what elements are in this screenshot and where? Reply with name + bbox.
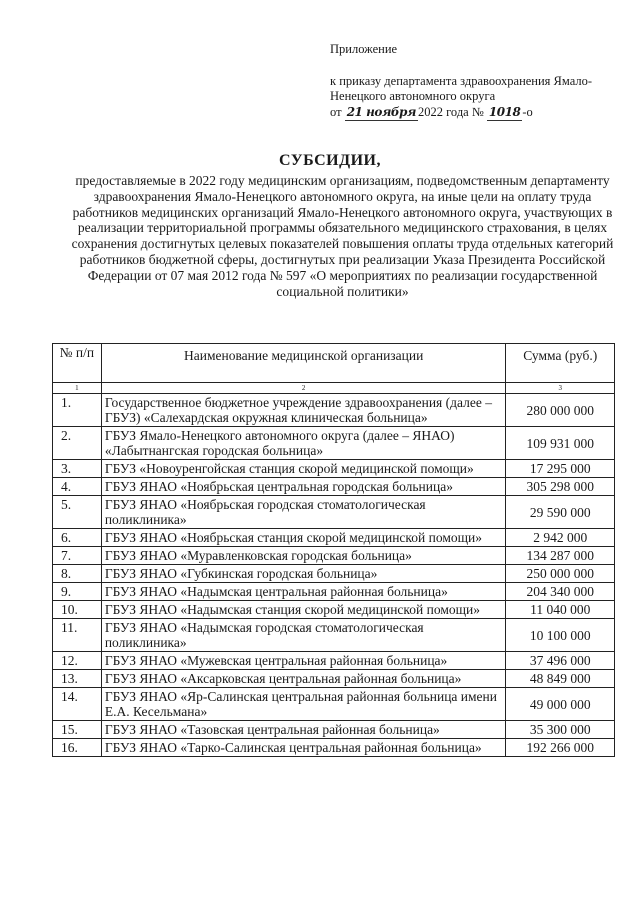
handwritten-date: 21 ноября [345,105,418,122]
appendix-block [330,42,620,121]
date-prefix: от [330,104,342,119]
year-text: 2022 года № [417,104,484,119]
header-num: № п/п [53,344,102,383]
table-row [53,739,615,757]
subsidy-amount: 109 931 000 [506,427,615,460]
order-reference: к приказу департамента здравоохранения Ямало-Ненецкого автономного округа [330,73,593,103]
subsidy-amount: 37 496 000 [506,652,615,670]
row-number: 6. [53,529,102,547]
table-row [53,670,615,688]
row-number: 12. [53,652,102,670]
subsidies-table [52,343,615,757]
table-row [53,565,615,583]
subsidy-amount: 11 040 000 [506,601,615,619]
row-number: 8. [53,565,102,583]
table-row [53,652,615,670]
organization-name: ГБУЗ ЯНАО «Мужевская центральная районная больница» [101,652,506,670]
table-row [53,547,615,565]
subsidy-amount: 49 000 000 [506,688,615,721]
header-sum: Сумма (руб.) [506,344,615,383]
organization-name: ГБУЗ ЯНАО «Надымская городская стоматологическая поликлиника» [101,619,506,652]
organization-name: ГБУЗ ЯНАО «Надымская станция скорой медицинской помощи» [101,601,506,619]
col-index-3: 3 [506,383,615,394]
handwritten-number: 1018 [487,105,522,122]
subsidy-amount: 10 100 000 [506,619,615,652]
row-number: 13. [53,670,102,688]
row-number: 16. [53,739,102,757]
row-number: 4. [53,478,102,496]
subsidy-amount: 35 300 000 [506,721,615,739]
table-row [53,583,615,601]
row-number: 5. [53,496,102,529]
table-row [53,478,615,496]
col-index-1: 1 [53,383,102,394]
table-row [53,721,615,739]
document-title: СУБСИДИИ, [279,152,381,169]
subsidy-amount: 48 849 000 [506,670,615,688]
table-row [53,394,615,427]
subsidy-amount: 204 340 000 [506,583,615,601]
row-number: 2. [53,427,102,460]
column-index-row [53,383,615,394]
organization-name: ГБУЗ Ямало-Ненецкого автономного округа (далее – ЯНАО) «Лабытнангская городская больница» [101,427,506,460]
row-number: 14. [53,688,102,721]
organization-name: Государственное бюджетное учреждение здравоохранения (далее – ГБУЗ) «Салехардская окружная клиническая больница» [101,394,506,427]
row-number: 10. [53,601,102,619]
appendix-label: Приложение [330,42,398,56]
table-row [53,601,615,619]
table-header-row [53,344,615,383]
header-name: Наименование медицинской организации [101,344,506,383]
subsidy-amount: 305 298 000 [506,478,615,496]
row-number: 3. [53,460,102,478]
row-number: 1. [53,394,102,427]
table-row [53,529,615,547]
document-subtitle: предоставляемые в 2022 году медицинским организациям, подведомственным департаменту здравоохранения Ямало-Ненецкого автономного округа, на иные цели на оплату труда работников медицинских организаций Ямало-Ненецкого автономного округа, участвующих в реализации территориальной программы обязательного медицинского страхования, в целях сохранения достигнутых целевых показателей повышения оплаты труда отдельных категорий работников бюджетной сферы, достигнутых при реализации Указа Президента Российской Федерации от 07 мая 2012 года № 597 «О мероприятиях по реализации государственной социальной политики» [71,173,614,299]
row-number: 7. [53,547,102,565]
table-row [53,688,615,721]
order-date-line [330,105,620,122]
subsidy-amount: 280 000 000 [506,394,615,427]
col-index-2: 2 [101,383,506,394]
organization-name: ГБУЗ ЯНАО «Ноябрьская центральная городская больница» [101,478,506,496]
table-row [53,427,615,460]
number-suffix: -о [522,104,533,119]
subsidy-amount: 134 287 000 [506,547,615,565]
organization-name: ГБУЗ ЯНАО «Губкинская городская больница» [101,565,506,583]
table-row [53,460,615,478]
organization-name: ГБУЗ ЯНАО «Надымская центральная районная больница» [101,583,506,601]
subsidy-amount: 29 590 000 [506,496,615,529]
organization-name: ГБУЗ ЯНАО «Тарко-Салинская центральная районная больница» [101,739,506,757]
organization-name: ГБУЗ ЯНАО «Аксарковская центральная районная больница» [101,670,506,688]
organization-name: ГБУЗ «Новоуренгойская станция скорой медицинской помощи» [101,460,506,478]
row-number: 9. [53,583,102,601]
organization-name: ГБУЗ ЯНАО «Ноябрьская городская стоматологическая поликлиника» [101,496,506,529]
organization-name: ГБУЗ ЯНАО «Муравленковская городская больница» [101,547,506,565]
subsidy-amount: 192 266 000 [506,739,615,757]
organization-name: ГБУЗ ЯНАО «Ноябрьская станция скорой медицинской помощи» [101,529,506,547]
row-number: 15. [53,721,102,739]
subsidy-amount: 250 000 000 [506,565,615,583]
subsidy-amount: 17 295 000 [506,460,615,478]
row-number: 11. [53,619,102,652]
organization-name: ГБУЗ ЯНАО «Тазовская центральная районная больница» [101,721,506,739]
organization-name: ГБУЗ ЯНАО «Яр-Салинская центральная районная больница имени Е.А. Кесельмана» [101,688,506,721]
table-row [53,496,615,529]
table-row [53,619,615,652]
subsidy-amount: 2 942 000 [506,529,615,547]
